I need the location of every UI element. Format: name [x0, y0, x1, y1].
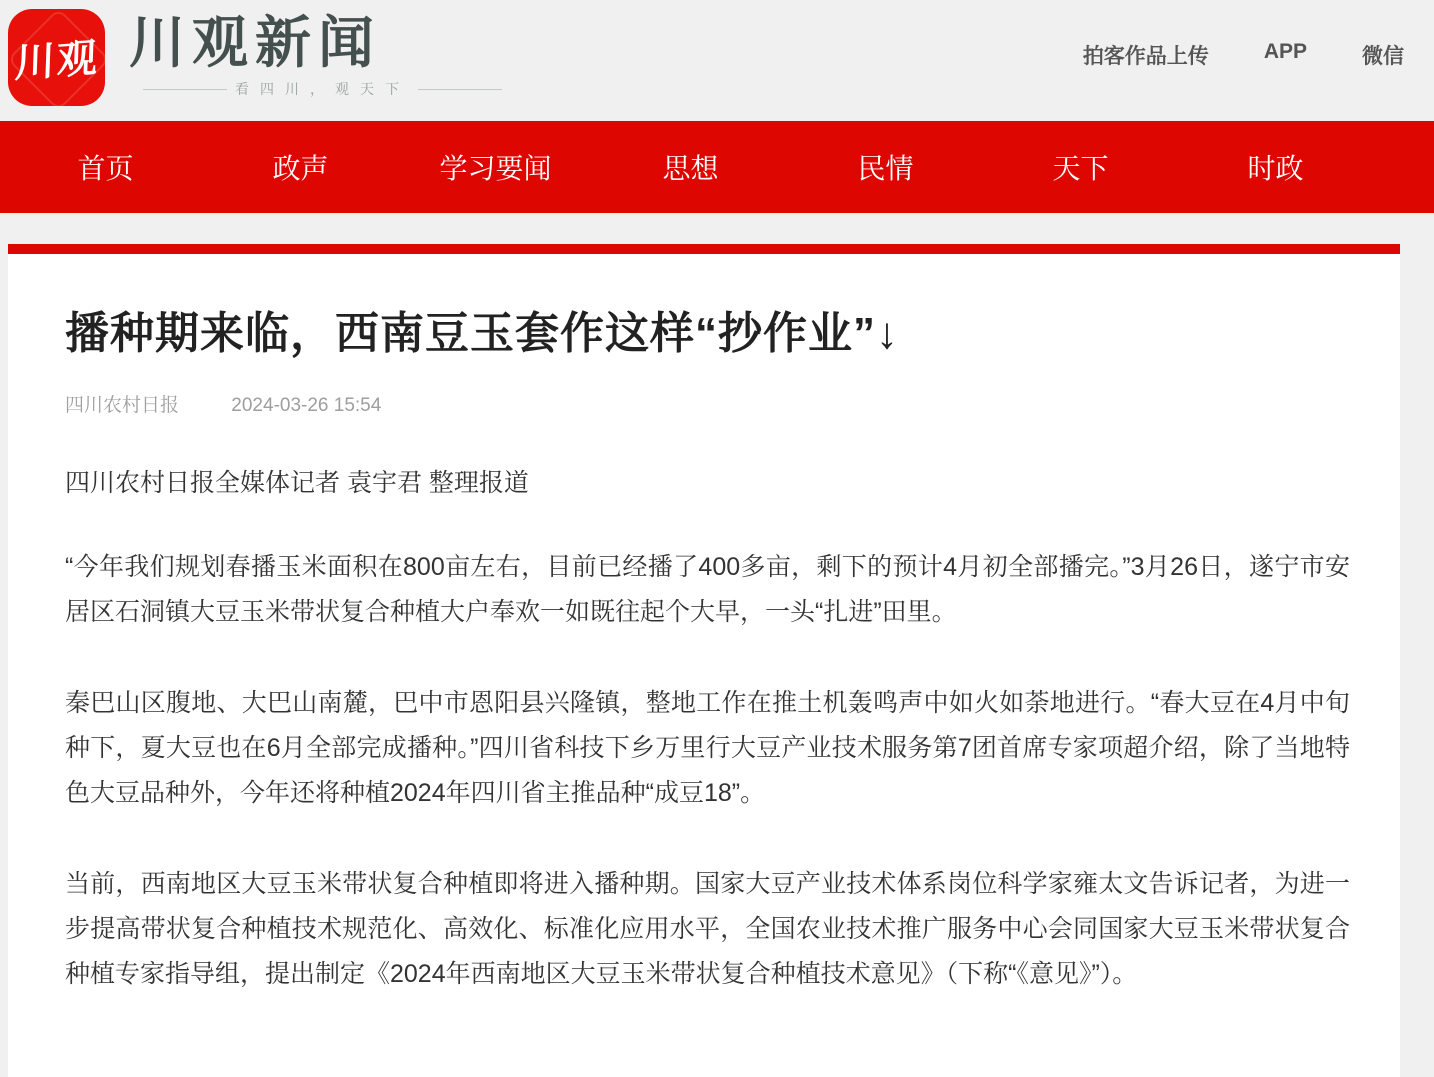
- nav-item[interactable]: 学习要闻: [439, 154, 552, 185]
- article-body: [65, 545, 1350, 997]
- nav-item[interactable]: 民情: [857, 154, 914, 185]
- main-nav: [0, 121, 1434, 213]
- tagline-line-left: [143, 89, 227, 90]
- article-paragraph: 当前，西南地区大豆玉米带状复合种植即将进入播种期。国家大豆产业技术体系岗位科学家雍太文告诉记者，为进一步提高带状复合种植技术规范化、高效化、标准化应用水平，全国农业技术推广服务中心会同国家大豆玉米带状复合种植专家指导组，提出制定《2024年西南地区大豆玉米带状复合种植技术意见》（下称“《意见》”）。: [65, 869, 1350, 988]
- nav-item[interactable]: 天下: [1052, 154, 1109, 185]
- content-wrap: [8, 244, 1400, 1077]
- header-links: [1083, 40, 1434, 70]
- nav-item[interactable]: 首页: [77, 154, 134, 185]
- site-tagline-text: 看四川，观天下: [235, 81, 410, 97]
- article-date: 2024-03-26 15:54: [231, 394, 382, 416]
- article-paragraph: 秦巴山区腹地、大巴山南麓，巴中市恩阳县兴隆镇，整地工作在推土机轰鸣声中如火如荼地进行。“春大豆在4月中旬种下，夏大豆也在6月全部完成播种。”四川省科技下乡万里行大豆产业技术服务第7团首席专家项超介绍，除了当地特色大豆品种外，今年还将种植2024年四川省主推品种“成豆18”。: [65, 688, 1350, 807]
- content-top-accent: [8, 244, 1400, 254]
- header-link[interactable]: APP: [1263, 40, 1307, 63]
- article-byline: 四川农村日报全媒体记者 袁宇君 整理报道: [65, 468, 529, 497]
- article-source: 四川农村日报: [65, 394, 180, 416]
- tagline-line-right: [418, 89, 502, 90]
- header-link[interactable]: 微信: [1362, 45, 1404, 68]
- nav-item[interactable]: 政声: [272, 154, 329, 185]
- header-link[interactable]: 拍客作品上传: [1082, 45, 1209, 68]
- site-logo-text: 川观: [13, 34, 100, 87]
- nav-item[interactable]: 时政: [1247, 154, 1304, 185]
- article-title: 播种期来临，西南豆玉套作这样“抄作业”↓: [65, 309, 899, 358]
- main-nav-inner: [8, 147, 1373, 187]
- article-paragraph: “今年我们规划春播玉米面积在800亩左右，目前已经播了400多亩，剩下的预计4月初全部播完。”3月26日，遂宁市安居区石洞镇大豆玉米带状复合种植大户奉欢一如既往起个大早，一头“扎进”田里。: [65, 552, 1350, 626]
- site-logo[interactable]: [8, 9, 105, 106]
- site-brand: [129, 12, 510, 99]
- article-card: [8, 254, 1400, 1077]
- article-meta: [65, 390, 1350, 417]
- nav-item[interactable]: 思想: [662, 154, 719, 185]
- site-tagline: [129, 79, 510, 99]
- site-name: 川观新闻: [129, 10, 381, 76]
- site-header: [0, 0, 1434, 121]
